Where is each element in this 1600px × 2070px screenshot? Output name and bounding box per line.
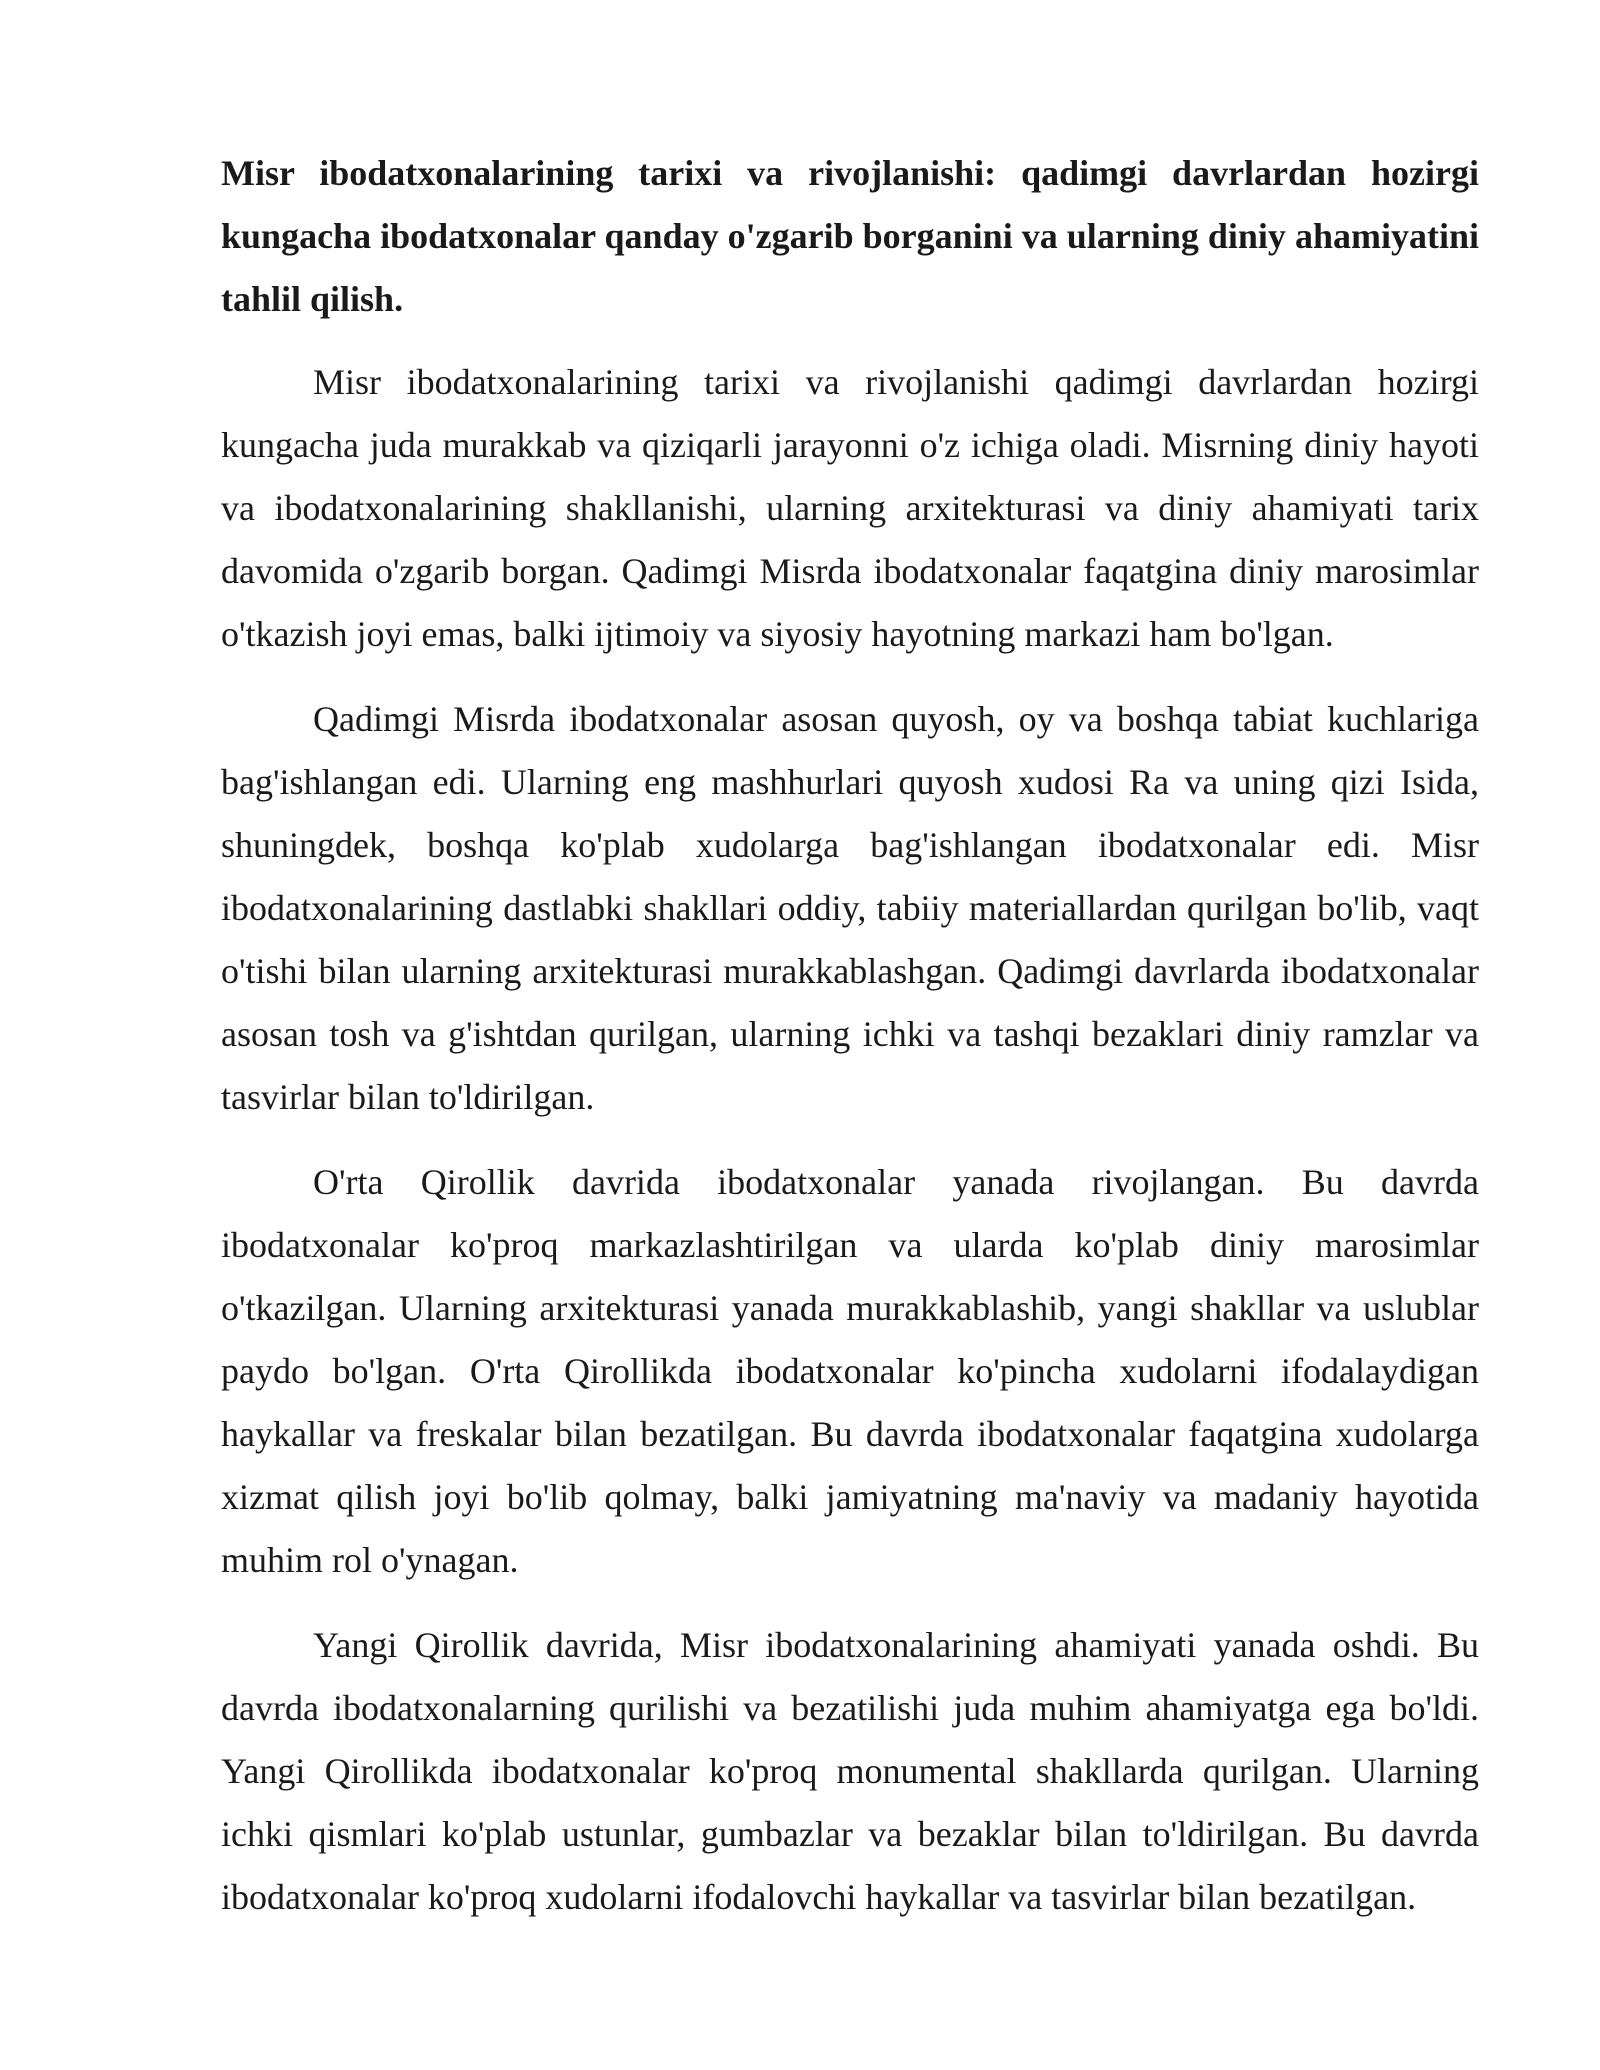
document-title: Misr ibodatxonalarining tarixi va rivojlanishi: qadimgi davrlardan hozirgi kungacha ibodatxonalar qanday o'zgarib borganini va ularning diniy ahamiyatini tahlil qilish. — [221, 153, 1479, 319]
paragraph-3: O'rta Qirollik davrida ibodatxonalar yanada rivojlangan. Bu davrda ibodatxonalar ko'proq markazlashtirilgan va ularda ko'plab diniy marosimlar o'tkazilgan. Ularning arxitekturasi yanada murakkablashib, yangi shakllar va uslublar paydo bo'lgan. O'rta Qirollikda ibodatxonalar ko'pincha xudolarni ifodalaydigan haykallar va freskalar bilan bezatilgan. Bu davrda ibodatxonalar faqatgina xudolarga xizmat qilish joyi bo'lib qolmay, balki jamiyatning ma'naviy va madaniy hayotida muhim rol o'ynagan. — [221, 1162, 1479, 1580]
document-body — [221, 142, 1479, 1951]
paragraph-1: Misr ibodatxonalarining tarixi va rivojlanishi qadimgi davrlardan hozirgi kungacha juda murakkab va qiziqarli jarayonni o'z ichiga oladi. Misrning diniy hayoti va ibodatxonalarining shakllanishi, ularning arxitekturasi va diniy ahamiyati tarix davomida o'zgarib borgan. Qadimgi Misrda ibodatxonalar faqatgina diniy marosimlar o'tkazish joyi emas, balki ijtimoiy va siyosiy hayotning markazi ham bo'lgan. — [221, 362, 1479, 654]
paragraph-2: Qadimgi Misrda ibodatxonalar asosan quyosh, oy va boshqa tabiat kuchlariga bag'ishlangan edi. Ularning eng mashhurlari quyosh xudosi Ra va uning qizi Isida, shuningdek, boshqa ko'plab xudolarga bag'ishlangan ibodatxonalar edi. Misr ibodatxonalarining dastlabki shakllari oddiy, tabiiy materiallardan qurilgan bo'lib, vaqt o'tishi bilan ularning arxitekturasi murakkablashgan. Qadimgi davrlarda ibodatxonalar asosan tosh va g'ishtdan qurilgan, ularning ichki va tashqi bezaklari diniy ramzlar va tasvirlar bilan to'ldirilgan. — [221, 699, 1479, 1117]
paragraph-4: Yangi Qirollik davrida, Misr ibodatxonalarining ahamiyati yanada oshdi. Bu davrda ibodatxonalarning qurilishi va bezatilishi juda muhim ahamiyatga ega bo'ldi. Yangi Qirollikda ibodatxonalar ko'proq monumental shakllarda qurilgan. Ularning ichki qismlari ko'plab ustunlar, gumbazlar va bezaklar bilan to'ldirilgan. Bu davrda ibodatxonalar ko'proq xudolarni ifodalovchi haykallar va tasvirlar bilan bezatilgan. — [221, 1625, 1479, 1917]
